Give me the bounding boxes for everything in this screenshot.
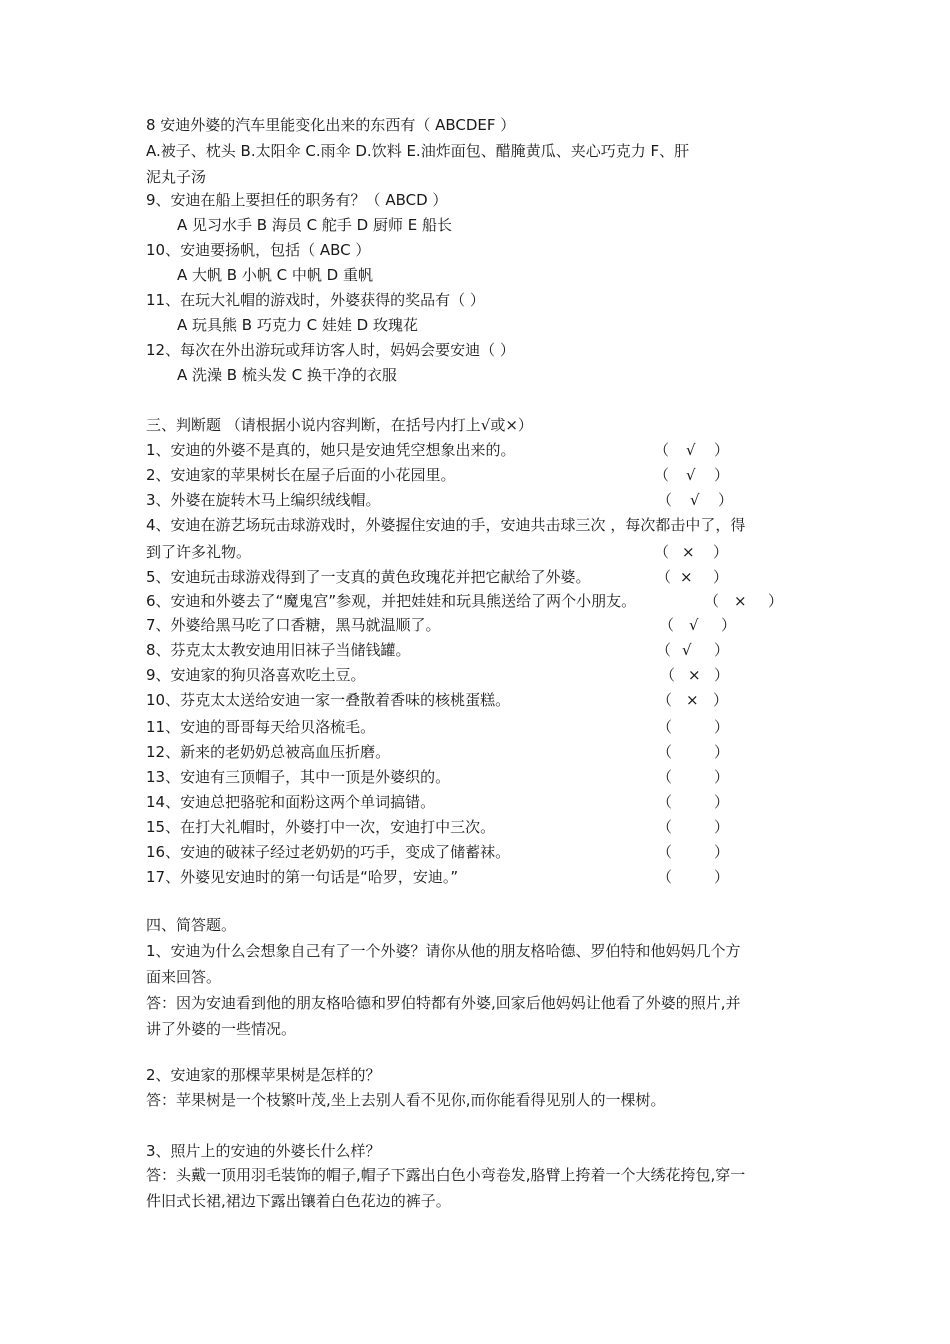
judge-item-text: 9、安迪家的狗贝洛喜欢吃土豆。 — [146, 666, 366, 684]
question-11: 11、在玩大礼帽的游戏时，外婆获得的奖品有（ ） — [146, 291, 485, 309]
question-8: 8 安迪外婆的汽车里能变化出来的东西有（ ABCDEF ） — [146, 116, 516, 134]
judge-item-text: 13、安迪有三顶帽子，其中一顶是外婆织的。 — [146, 768, 451, 786]
short-q2: 2、安迪家的那棵苹果树是怎样的？ — [146, 1066, 381, 1084]
short-a3-line2: 件旧式长裙,裙边下露出镶着白色花边的裤子。 — [146, 1192, 451, 1210]
answer-bracket-open: （ — [657, 491, 673, 509]
judge-item-text: 7、外婆给黑马吃了口香糖，黑马就温顺了。 — [146, 616, 441, 634]
answer-bracket-open: （ — [657, 743, 673, 761]
question-8-options-line2: 泥丸子汤 — [146, 168, 207, 186]
question-12: 12、每次在外出游玩或拜访客人时，妈妈会要安迪（ ） — [146, 341, 515, 359]
short-q1-line2: 面来回答。 — [146, 968, 222, 986]
answer-bracket-open: （ — [657, 718, 673, 736]
answer-bracket-close: ） — [714, 843, 730, 861]
judge-item-text: 8、芬克太太教安迪用旧袜子当储钱罐。 — [146, 641, 411, 659]
answer-mark: √ — [690, 491, 700, 509]
short-a1-line1: 答：因为安迪看到他的朋友格哈德和罗伯特都有外婆,回家后他妈妈让他看了外婆的照片,并 — [146, 994, 741, 1012]
judge-item-text: 17、外婆见安迪时的第一句话是“哈罗，安迪。” — [146, 868, 459, 886]
answer-bracket-close: ） — [714, 441, 730, 459]
answer-bracket-close: ） — [714, 768, 730, 786]
short-section-title: 四、简答题。 — [146, 916, 237, 934]
question-10-options: A 大帆 B 小帆 C 中帆 D 重帆 — [177, 266, 373, 284]
answer-mark: × — [688, 666, 701, 684]
judge-item-text: 3、外婆在旋转木马上编织绒线帽。 — [146, 491, 381, 509]
answer-bracket-open: （ — [657, 868, 673, 886]
judge-item-text: 6、安迪和外婆去了“魔鬼宫”参观，并把娃娃和玩具熊送给了两个小朋友。 — [146, 592, 637, 610]
answer-bracket-open: （ — [657, 793, 673, 811]
answer-mark: × — [734, 592, 747, 610]
answer-mark: × — [686, 691, 699, 709]
answer-mark: √ — [682, 641, 692, 659]
answer-bracket-close: ） — [714, 868, 730, 886]
short-a1-line2: 讲了外婆的一些情况。 — [146, 1020, 297, 1038]
answer-bracket-open: （ — [704, 592, 720, 610]
answer-bracket-open: （ — [657, 768, 673, 786]
judge-item-text: 4、安迪在游艺场玩击球游戏时，外婆握住安迪的手，安迪共击球三次 ，每次都击中了，得 — [146, 516, 746, 534]
judge-item-text: 15、在打大礼帽时，外婆打中一次，安迪打中三次。 — [146, 818, 496, 836]
answer-bracket-close: ） — [714, 466, 730, 484]
answer-mark: √ — [686, 441, 696, 459]
answer-bracket-close: ） — [713, 568, 729, 586]
answer-bracket-open: （ — [656, 568, 672, 586]
judge-item-text: 12、新来的老奶奶总被高血压折磨。 — [146, 743, 391, 761]
answer-bracket-close: ） — [714, 743, 730, 761]
question-8-options-line1: A.被子、枕头 B.太阳伞 C.雨伞 D.饮料 E.油炸面包、醋腌黄瓜、夹心巧克力 F、肝 — [146, 142, 690, 160]
short-q3: 3、照片上的安迪的外婆长什么样？ — [146, 1142, 381, 1160]
question-9: 9、安迪在船上要担任的职务有？（ ABCD ） — [146, 191, 448, 209]
answer-bracket-open: （ — [657, 818, 673, 836]
answer-mark: × — [682, 543, 695, 561]
judge-section-title: 三、判断题 （请根据小说内容判断，在括号内打上√或×） — [146, 416, 533, 434]
answer-bracket-close: ） — [714, 641, 730, 659]
judge-item-text: 2、安迪家的苹果树长在屋子后面的小花园里。 — [146, 466, 456, 484]
answer-bracket-close: ） — [714, 818, 730, 836]
answer-bracket-close: ） — [721, 616, 737, 634]
answer-bracket-open: （ — [654, 441, 670, 459]
judge-item-text: 5、安迪玩击球游戏得到了一支真的黄色玫瑰花并把它献给了外婆。 — [146, 568, 591, 586]
question-10: 10、安迪要扬帆，包括（ ABC ） — [146, 241, 371, 259]
short-a3-line1: 答：头戴一顶用羽毛装饰的帽子,帽子下露出白色小弯卷发,胳臂上挎着一个大绣花挎包,穿一 — [146, 1166, 746, 1184]
answer-bracket-close: ） — [714, 718, 730, 736]
answer-bracket-close: ） — [714, 793, 730, 811]
answer-bracket-open: （ — [654, 466, 670, 484]
short-q1-line1: 1、安迪为什么会想象自己有了一个外婆？请你从他的朋友格哈德、罗伯特和他妈妈几个方 — [146, 942, 741, 960]
question-12-options: A 洗澡 B 梳头发 C 换干净的衣服 — [177, 366, 397, 384]
answer-bracket-close: ） — [713, 691, 729, 709]
answer-mark: × — [680, 568, 693, 586]
judge-item-text: 1、安迪的外婆不是真的，她只是安迪凭空想象出来的。 — [146, 441, 516, 459]
judge-item-text: 10、芬克太太送给安迪一家一叠散着香味的核桃蛋糕。 — [146, 691, 511, 709]
answer-mark: √ — [689, 616, 699, 634]
judge-item-text: 16、安迪的破袜子经过老奶奶的巧手，变成了储蓄袜。 — [146, 843, 511, 861]
answer-bracket-open: （ — [654, 543, 670, 561]
answer-mark: √ — [686, 466, 696, 484]
answer-bracket-close: ） — [718, 491, 734, 509]
answer-bracket-open: （ — [657, 691, 673, 709]
answer-bracket-open: （ — [656, 641, 672, 659]
judge-item-text: 到了许多礼物。 — [146, 543, 252, 561]
judge-item-text: 14、安迪总把骆驼和面粉这两个单词搞错。 — [146, 793, 436, 811]
answer-bracket-close: ） — [714, 666, 730, 684]
judge-item-text: 11、安迪的哥哥每天给贝洛梳毛。 — [146, 718, 376, 736]
answer-bracket-close: ） — [713, 543, 729, 561]
short-a2: 答：苹果树是一个枝繁叶茂,坐上去别人看不见你,而你能看得见别人的一棵树。 — [146, 1091, 666, 1109]
answer-bracket-open: （ — [659, 616, 675, 634]
answer-bracket-close: ） — [768, 592, 784, 610]
answer-bracket-open: （ — [657, 843, 673, 861]
question-9-options: A 见习水手 B 海员 C 舵手 D 厨师 E 船长 — [177, 216, 452, 234]
question-11-options: A 玩具熊 B 巧克力 C 娃娃 D 玫瑰花 — [177, 316, 418, 334]
answer-bracket-open: （ — [660, 666, 676, 684]
